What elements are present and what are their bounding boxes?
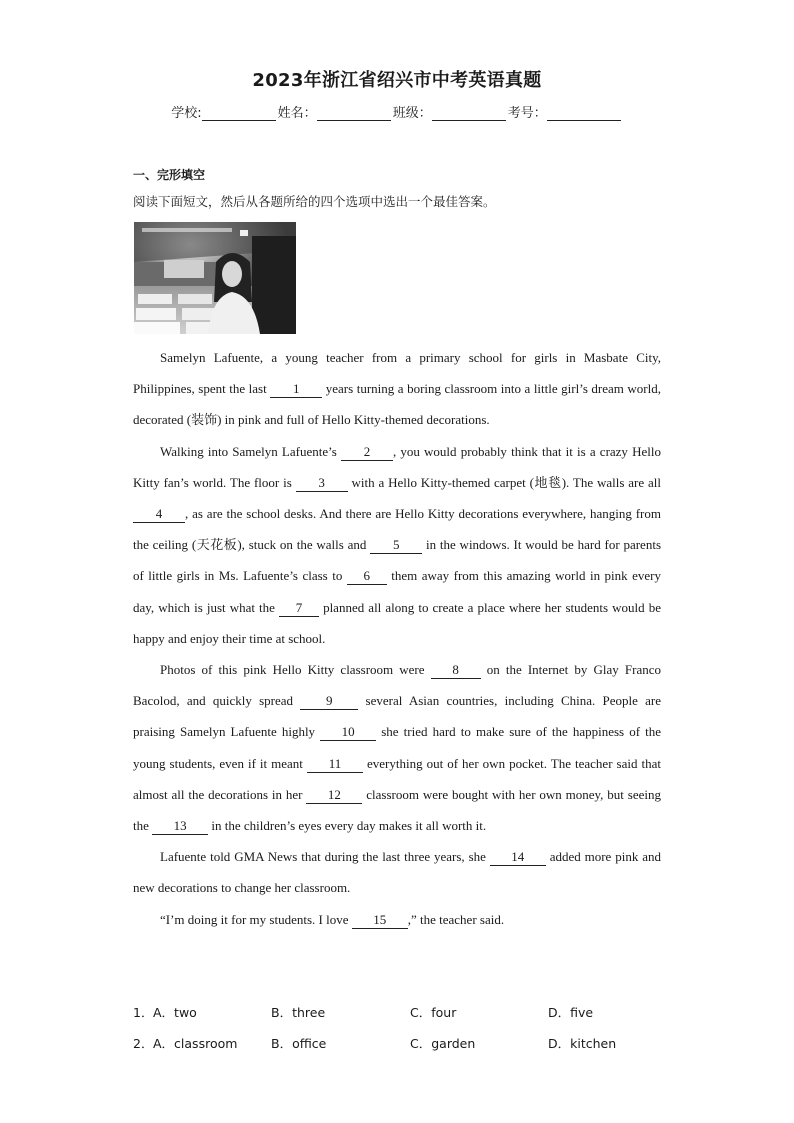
passage-text: in the windows. It would be hard for parents of little girls in Ms. Lafuente’s class to — [133, 537, 661, 584]
section-heading: 一、完形填空 — [133, 168, 206, 182]
question-number: 2． — [133, 1036, 154, 1051]
exam-no-field[interactable] — [547, 106, 621, 121]
school-label: 学校: — [171, 106, 202, 121]
passage-paragraph-3 — [133, 654, 661, 841]
passage-paragraph-4 — [133, 841, 661, 903]
option-d[interactable]: D．kitchen — [548, 1036, 617, 1051]
classroom-photo-image — [134, 222, 296, 334]
class-label: 班级： — [392, 106, 432, 121]
student-info-line — [0, 102, 794, 121]
blank-14: 14 — [490, 849, 546, 866]
classroom-photo — [134, 222, 296, 334]
option-c[interactable]: C．garden — [410, 1036, 476, 1051]
page-title: 2023年浙江省绍兴市中考英语真题 — [252, 70, 542, 91]
passage-text: planned all along to create a place where her students would be happy and enjoy their time at school. — [133, 599, 661, 646]
blank-8: 8 — [431, 662, 481, 679]
blank-11: 11 — [307, 756, 363, 773]
passage-text: them away from this amazing world in pink every day, which is just what the — [133, 568, 661, 615]
blank-5: 5 — [370, 537, 422, 554]
passage-text: in the children’s eyes every day makes it all worth it. — [208, 818, 487, 834]
blank-9: 9 — [300, 693, 358, 710]
passage-text: on the Internet by Glay Franco Bacolod, and quickly spread — [133, 662, 661, 709]
exam-no-label: 考号： — [507, 106, 547, 121]
option-b[interactable]: B．office — [271, 1036, 327, 1051]
blank-1: 1 — [270, 381, 322, 398]
passage-text: several Asian countries, including China. People are praising Samelyn Lafuente highly — [133, 693, 661, 740]
class-field[interactable] — [432, 106, 506, 121]
question-options-row — [133, 1028, 693, 1059]
blank-10: 10 — [320, 724, 376, 741]
option-c[interactable]: C．four — [410, 1005, 457, 1020]
cloze-passage — [133, 342, 661, 935]
passage-paragraph-5 — [133, 904, 661, 935]
passage-text: Photos of this pink Hello Kitty classroom were — [160, 662, 431, 678]
passage-text: with a Hello Kitty-themed carpet (地毯). The walls are all — [347, 474, 661, 490]
passage-text: , you would probably think that it is a crazy Hello Kitty fan’s world. The floor is — [133, 443, 661, 490]
passage-text: Walking into Samelyn Lafuente’s — [160, 443, 341, 459]
blank-2: 2 — [341, 444, 393, 461]
option-a[interactable]: A．classroom — [153, 1036, 238, 1051]
blank-6: 6 — [347, 568, 387, 585]
blank-13: 13 — [152, 818, 208, 835]
passage-text: everything out of her own pocket. The teacher said that almost all the decorations in her — [133, 755, 661, 802]
school-field[interactable] — [202, 106, 276, 121]
question-options-row — [133, 997, 693, 1028]
passage-text: , as are the school desks. And there are Hello Kitty decorations everywhere, hanging from the ceiling (天花板), stuck on the walls and — [133, 506, 661, 553]
passage-text: Samelyn Lafuente, a young teacher from a primary school for girls in Masbate City, Philippines, spent the last — [133, 350, 661, 397]
passage-text: Lafuente told GMA News that during the last three years, she — [160, 849, 490, 865]
passage-text: added more pink and new decorations to change her classroom. — [133, 849, 661, 896]
passage-text: she tried hard to make sure of the happiness of the young students, even if it meant — [133, 724, 661, 771]
name-field[interactable] — [317, 106, 391, 121]
name-label: 姓名： — [277, 106, 317, 121]
question-number: 1． — [133, 1005, 154, 1020]
passage-paragraph-1 — [133, 342, 661, 436]
blank-15: 15 — [352, 912, 408, 929]
passage-paragraph-2 — [133, 436, 661, 654]
section-instruction: 阅读下面短文，然后从各题所给的四个选项中选出一个最佳答案。 — [133, 194, 496, 209]
option-b[interactable]: B．three — [271, 1005, 326, 1020]
blank-3: 3 — [296, 475, 348, 492]
blank-4: 4 — [133, 506, 185, 523]
passage-text: “I’m doing it for my students. I love — [160, 911, 352, 927]
option-a[interactable]: A．two — [153, 1005, 197, 1020]
blank-12: 12 — [306, 787, 362, 804]
passage-text: ,” the teacher said. — [407, 911, 505, 927]
blank-7: 7 — [279, 600, 319, 617]
answer-options — [133, 997, 693, 1059]
option-d[interactable]: D．five — [548, 1005, 594, 1020]
passage-text: years turning a boring classroom into a little girl’s dream world, decorated (装饰) in pink and full of Hello Kitty-themed decorations. — [133, 381, 661, 428]
passage-text: classroom were bought with her own money, but seeing the — [133, 786, 661, 834]
